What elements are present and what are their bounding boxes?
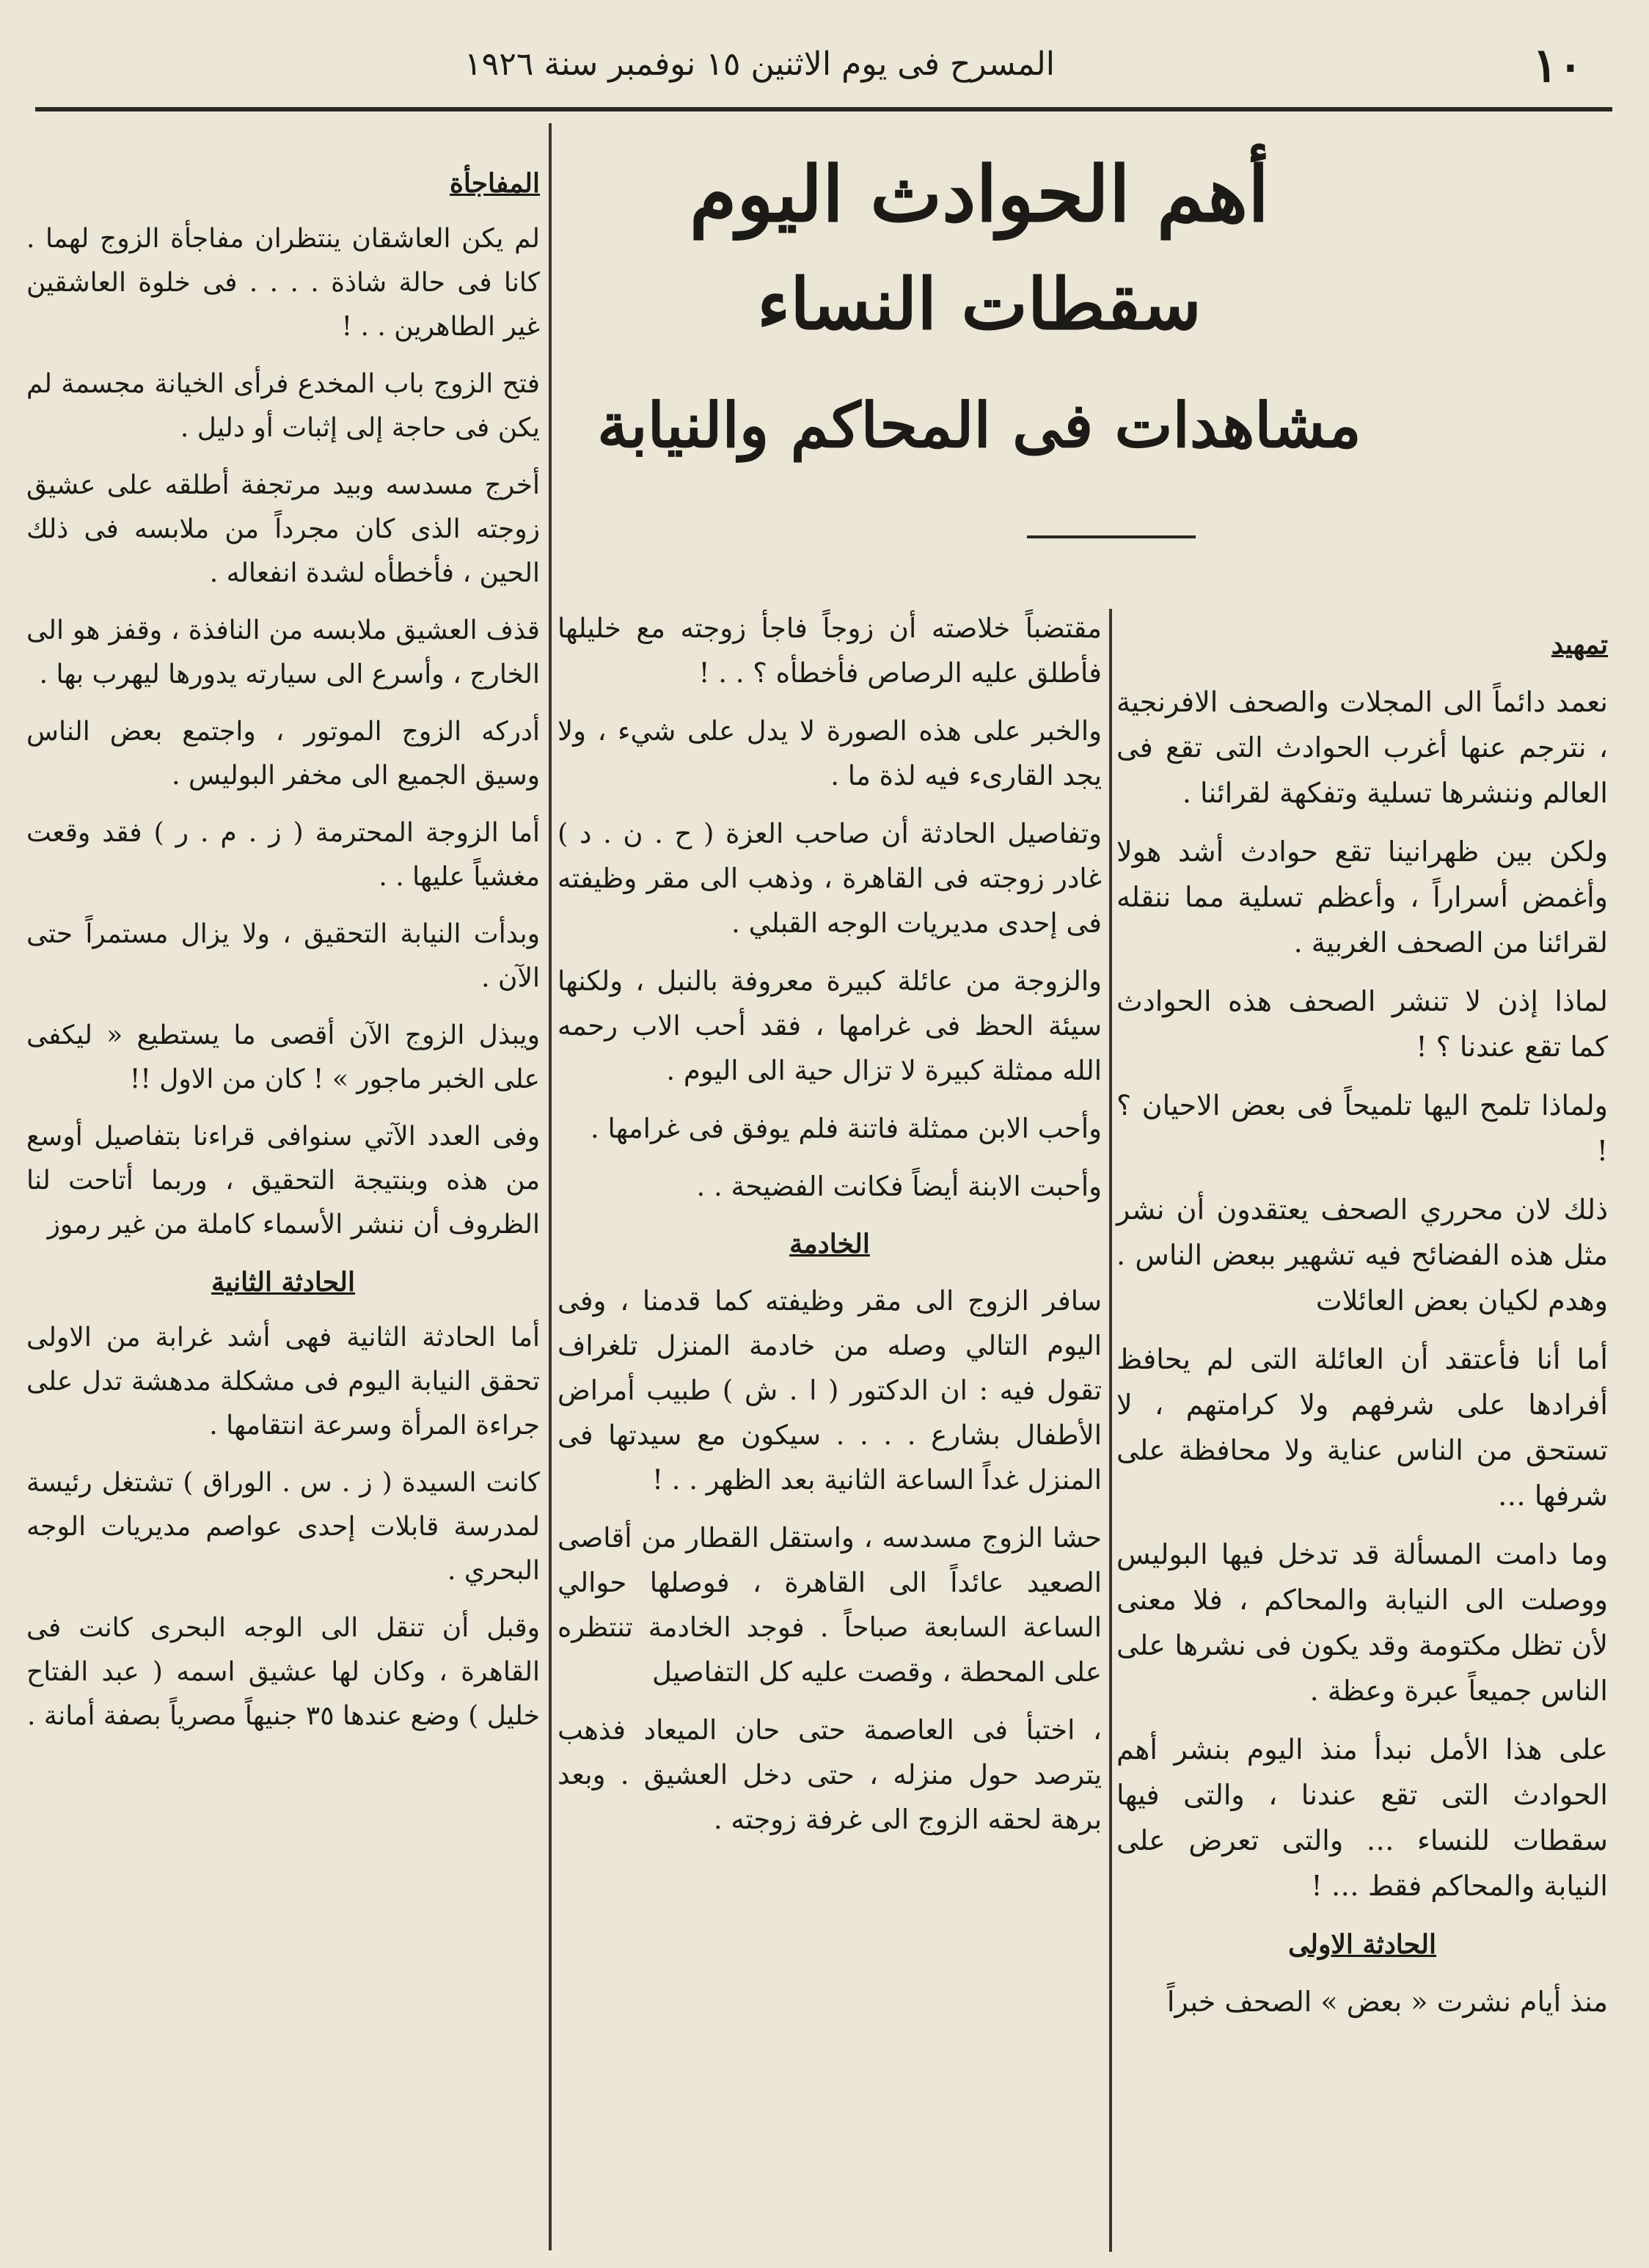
paragraph: وفى العدد الآتي سنوافى قراءنا بتفاصيل أوسع من هذه وبنتيجة التحقيق ، وربما أتاحت لنا الظروف أن ننشر الأسماء كاملة من غير رموز bbox=[26, 1122, 540, 1240]
paragraph: ، اختبأ فى العاصمة حتى حان الميعاد فذهب يترصد حول منزله ، حتى دخل العشيق . وبعد برهة لحقه الزوج الى غرفة زوجته . bbox=[557, 1714, 1102, 1835]
paragraph: ولماذا تلمح اليها تلميحاً فى بعض الاحيان ؟ ! bbox=[1116, 1089, 1608, 1167]
paragraph: أخرج مسدسه وبيد مرتجفة أطلقه على عشيق زوجته الذى كان مجرداً من ملابسه فى ذلك الحين ، فأخطأه لشدة انفعاله . bbox=[26, 470, 540, 588]
paragraph: على هذا الأمل نبدأ منذ اليوم بنشر أهم الحوادث التى تقع عندنا ، والتى فيها سقطات للنساء … والتى تعرض على النيابة والمحاكم فقط … ! bbox=[1116, 1733, 1608, 1902]
paragraph: أما الحادثة الثانية فهى أشد غرابة من الاولى تحقق النيابة اليوم فى مشكلة مدهشة تدل على جراءة المرأة وسرعة انتقامها . bbox=[26, 1323, 540, 1441]
paragraph: وأحب الابن ممثلة فاتنة فلم يوفق فى غرامها . bbox=[590, 1113, 1102, 1144]
paragraph: ويبذل الزوج الآن أقصى ما يستطيع « ليكفى على الخبر ماجور » ! كان من الاول !! bbox=[26, 1020, 540, 1094]
paragraph: منذ أيام نشرت « بعض » الصحف خبراً bbox=[1166, 1986, 1608, 2018]
headline-block bbox=[557, 139, 1401, 477]
paragraph: فتح الزوج باب المخدع فرأى الخيانة مجسمة لم يكن فى حاجة إلى إثبات أو دليل . bbox=[26, 369, 540, 443]
header-rule bbox=[35, 107, 1612, 111]
paragraph: حشا الزوج مسدسه ، واستقل القطار من أقاصى الصعيد عائداً الى القاهرة ، فوصلها حوالي الساعة السابعة صباحاً . فوجد الخادمة تنتظره على المحطة ، وقصت عليه كل التفاصيل bbox=[557, 1522, 1102, 1688]
paragraph: لماذا إذن لا تنشر الصحف هذه الحوادث كما تقع عندنا ؟ ! bbox=[1116, 985, 1608, 1063]
paragraph: ذلك لان محرري الصحف يعتقدون أن نشر مثل هذه الفضائح فيه تشهير ببعض الناس . وهدم لكيان بعض العائلات bbox=[1116, 1193, 1608, 1317]
main-headline: أهم الحوادث اليوم bbox=[689, 149, 1269, 239]
paragraph: قذف العشيق ملابسه من النافذة ، وقفز هو الى الخارج ، وأسرع الى سيارته يدورها ليهرب بها . bbox=[26, 615, 540, 689]
paragraph: وما دامت المسألة قد تدخل فيها البوليس ووصلت الى النيابة والمحاكم ، فلا معنى لأن تظل مكتومة وقد يكون فى نشرها على الناس جميعاً عبرة وعظة . bbox=[1116, 1538, 1608, 1707]
sub-headline: سقطات النساء bbox=[757, 263, 1202, 345]
section-heading-first-incident: الحادثة الاولى bbox=[1288, 1929, 1436, 1960]
paragraph: وبدأت النيابة التحقيق ، ولا يزال مستمراً حتى الآن . bbox=[26, 919, 540, 993]
paragraph: وقبل أن تنقل الى الوجه البحرى كانت فى القاهرة ، وكان لها عشيق اسمه ( عبد الفتاح خليل ) وضع عندها ٣٥ جنيهاً مصرياً بصفة أمانة . bbox=[26, 1613, 540, 1731]
page-header bbox=[35, 35, 1612, 106]
paragraph: وتفاصيل الحادثة أن صاحب العزة ( ح . ن . د ) غادر زوجته فى القاهرة ، وذهب الى مقر وظيفته فى إحدى مديريات الوجه القبلي . bbox=[557, 818, 1102, 939]
section-heading-intro: تمهيد bbox=[1551, 629, 1608, 660]
section-heading-maid: الخادمة bbox=[789, 1229, 870, 1259]
paragraph: ولكن بين ظهرانينا تقع حوادث أشد هولا وأغمض أسراراً ، وأعظم تسلية مما ننقله لقرائنا من الصحف الغربية . bbox=[1116, 835, 1608, 959]
page-number: ١٠ bbox=[1532, 38, 1583, 93]
paragraph: أما أنا فأعتقد أن العائلة التى لم يحافظ أفرادها على شرفهم ولا كرامتهم ، لا تستحق من الناس عناية ولا محافظة على شرفها … bbox=[1116, 1343, 1608, 1512]
paragraph: أدركه الزوج الموتور ، واجتمع بعض الناس وسيق الجميع الى مخفر البوليس . bbox=[26, 717, 540, 791]
headline-divider bbox=[1027, 535, 1196, 538]
section-heading-surprise: المفاجأة bbox=[449, 168, 540, 199]
paragraph: كانت السيدة ( ز . س . الوراق ) تشتغل رئيسة لمدرسة قابلات إحدى عواصم مديريات الوجه البحري . bbox=[26, 1468, 540, 1586]
paragraph: سافر الزوج الى مقر وظيفته كما قدمنا ، وفى اليوم التالي وصله من خادمة المنزل تلغراف تقول فيه : ان الدكتور ( ا . ش ) طبيب أمراض الأطفال بشارع . . . . سيكون مع سيدتها فى المنزل غداً الساعة الثانية بعد الظهر . . ! bbox=[557, 1285, 1102, 1496]
section-heading-second-incident: الحادثة الثانية bbox=[211, 1267, 356, 1298]
paragraph: وأحبت الابنة أيضاً فكانت الفضيحة . . bbox=[696, 1171, 1102, 1202]
running-head: المسرح فى يوم الاثنين ١٥ نوفمبر سنة ١٩٢٦ bbox=[464, 45, 1055, 83]
column-rule-left bbox=[549, 123, 552, 2250]
deck-headline: مشاهدات فى المحاكم والنيابة bbox=[597, 389, 1361, 461]
column-middle bbox=[557, 606, 1102, 1855]
paragraph: والزوجة من عائلة كبيرة معروفة بالنبل ، ولكنها سيئة الحظ فى غرامها ، فقد أحب الاب رحمه الله ممثلة كبيرة لا تزال حية الى اليوم . bbox=[557, 965, 1102, 1086]
column-right bbox=[1116, 616, 1608, 2038]
paragraph: نعمد دائماً الى المجلات والصحف الافرنجية ، نترجم عنها أغرب الحوادث التى تقع فى العالم وننشرها تسلية وتفكهة لقرائنا . bbox=[1116, 686, 1608, 809]
paragraph: والخبر على هذه الصورة لا يدل على شيء ، ولا يجد القارىء فيه لذة ما . bbox=[557, 715, 1102, 791]
paragraph: لم يكن العاشقان ينتظران مفاجأة الزوج لهما . كانا فى حالة شاذة . . . . فى خلوة العاشقين غير الطاهرين . . ! bbox=[26, 224, 540, 342]
paragraph: أما الزوجة المحترمة ( ز . م . ر ) فقد وقعت مغشياً عليها . . bbox=[26, 818, 540, 892]
column-rule-right bbox=[1109, 609, 1112, 2252]
paragraph: مقتضباً خلاصته أن زوجاً فاجأ زوجته مع خليلها فأطلق عليه الرصاص فأخطأه ؟ . . ! bbox=[557, 612, 1102, 689]
column-left bbox=[26, 156, 540, 1752]
